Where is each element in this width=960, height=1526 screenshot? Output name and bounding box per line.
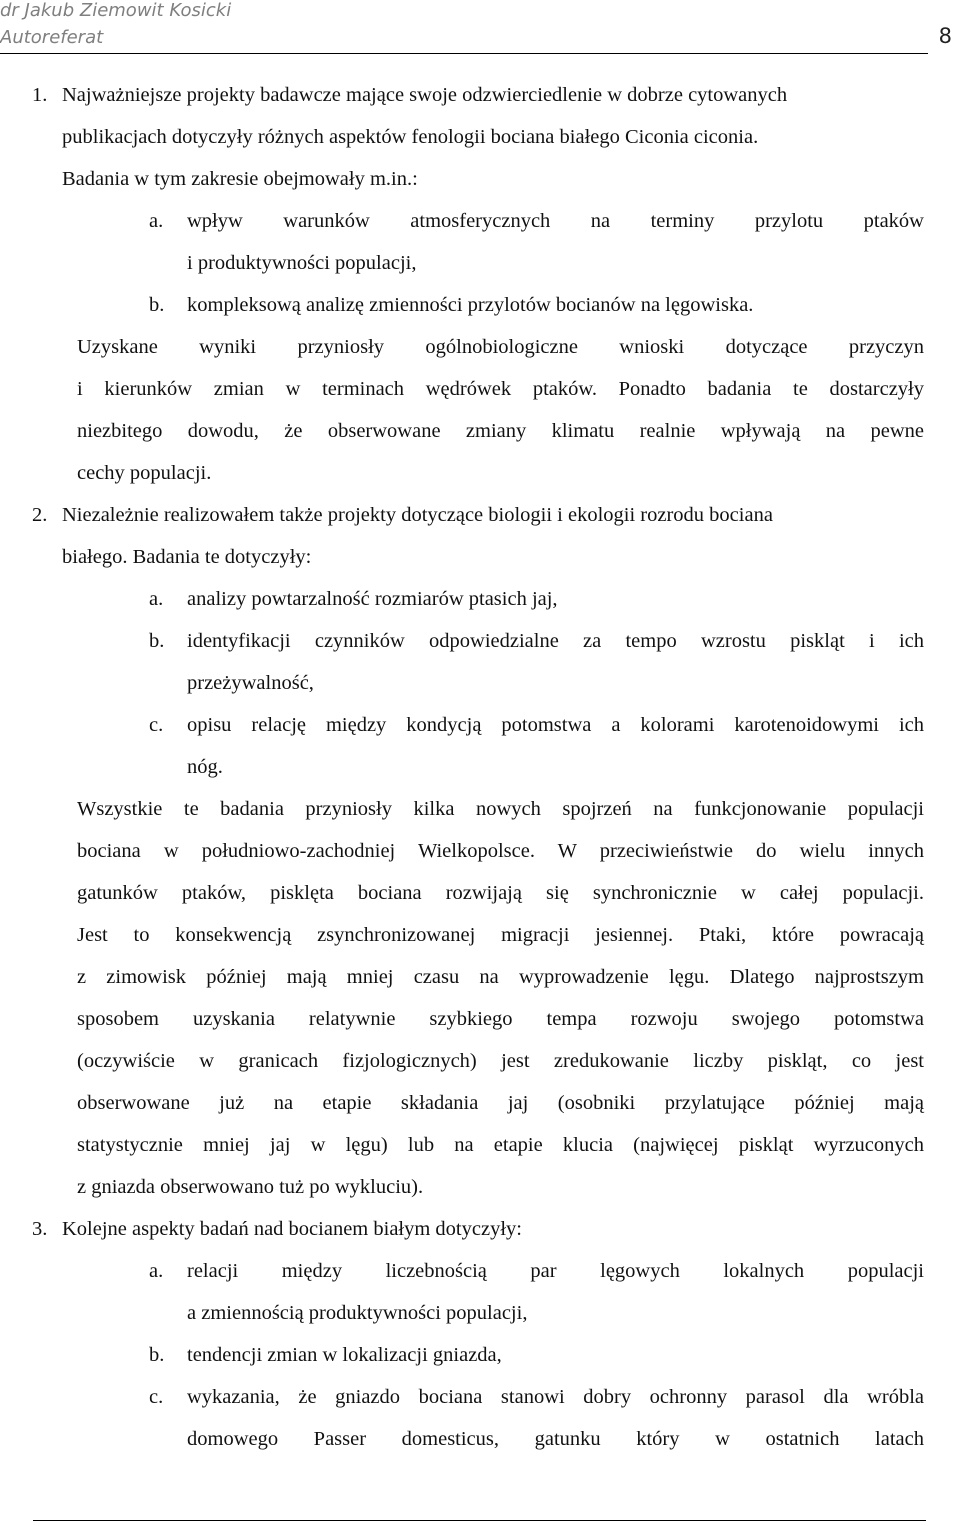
subitem-letter: a. [149,210,164,232]
paragraph-line: białego. Badania te dotyczyły: [62,546,312,568]
paragraph-line: Uzyskane wyniki przyniosły ogólnobiologiczne wnioski dotyczące przyczyn [77,336,924,358]
subitem-line: wykazania, że gniazdo bociana stanowi dobry ochronny parasol dla wróbla [187,1386,924,1408]
subitem-letter: a. [149,588,164,610]
paragraph-line: z gniazda obserwowano tuż po wykluciu). [77,1176,424,1198]
paragraph-line: Jest to konsekwencją zsynchronizowanej migracji jesiennej. Ptaki, które powracają [77,924,924,946]
paragraph-line: gatunków ptaków, pisklęta bociana rozwijają się synchronicznie w całej populacji. [77,882,924,904]
subitem-line: relacji między liczebnością par lęgowych lokalnych populacji [187,1260,924,1282]
item-2-number: 2. [32,504,48,526]
paragraph-line: Najważniejsze projekty badawcze mające swoje odzwierciedlenie w dobrze cytowanych [62,84,788,106]
paragraph-line: z zimowisk później mają mniej czasu na wyprowadzenie lęgu. Dlatego najprostszym [77,966,924,988]
subitem-letter: b. [149,294,165,316]
subitem-letter: b. [149,1344,165,1366]
subitem-line: identyfikacji czynników odpowiedzialne za tempo wzrostu piskląt i ich [187,630,924,652]
subitem-line: a zmiennością produktywności populacji, [187,1302,528,1324]
paragraph-line: Kolejne aspekty badań nad bocianem białym dotyczyły: [62,1218,522,1240]
paragraph-line: Wszystkie te badania przyniosły kilka nowych spojrzeń na funkcjonowanie populacji [77,798,924,820]
paragraph-line: obserwowane już na etapie składania jaj (osobniki przylatujące później mają [77,1092,924,1114]
subitem-letter: c. [149,714,164,736]
paragraph-line: statystycznie mniej jaj w lęgu) lub na etapie klucia (najwięcej piskląt wyrzuconych [77,1134,924,1156]
subitem-line: wpływ warunków atmosferycznych na terminy przylotu ptaków [187,210,924,232]
item-3-number: 3. [32,1218,48,1240]
paragraph-line: (oczywiście w granicach fizjologicznych) jest zredukowanie liczby piskląt, co jest [77,1050,924,1072]
page-number: 8 [938,24,952,48]
paragraph-line: cechy populacji. [77,462,212,484]
subitem-letter: a. [149,1260,164,1282]
subitem-line: kompleksową analizę zmienności przylotów bocianów na lęgowiska. [187,294,754,316]
header-author: dr Jakub Ziemowit Kosicki [0,0,232,21]
paragraph-line: i kierunków zmian w terminach wędrówek ptaków. Ponadto badania te dostarczyły [77,378,924,400]
paragraph-line: publikacjach dotyczyły różnych aspektów fenologii bociana białego Ciconia ciconia. [62,126,759,148]
subitem-line: i produktywności populacji, [187,252,417,274]
subitem-line: opisu relację między kondycją potomstwa a kolorami karotenoidowymi ich [187,714,924,736]
subitem-line: domowego Passer domesticus, gatunku który w ostatnich latach [187,1428,924,1450]
footer-divider [33,1520,926,1521]
header-subtitle: Autoreferat [0,27,104,48]
subitem-line: przeżywalność, [187,672,314,694]
subitem-line: nóg. [187,756,223,778]
subitem-letter: b. [149,630,165,652]
subitem-line: tendencji zmian w lokalizacji gniazda, [187,1344,502,1366]
paragraph-line: bociana w południowo-zachodniej Wielkopolsce. W przeciwieństwie do wielu innych [77,840,924,862]
paragraph-line: Badania w tym zakresie obejmowały m.in.: [62,168,418,190]
paragraph-line: sposobem uzyskania relatywnie szybkiego tempa rozwoju swojego potomstwa [77,1008,924,1030]
subitem-letter: c. [149,1386,164,1408]
paragraph-line: niezbitego dowodu, że obserwowane zmiany klimatu realnie wpływają na pewne [77,420,924,442]
subitem-line: analizy powtarzalność rozmiarów ptasich jaj, [187,588,558,610]
item-1-number: 1. [32,84,48,106]
paragraph-line: Niezależnie realizowałem także projekty dotyczące biologii i ekologii rozrodu bociana [62,504,773,526]
